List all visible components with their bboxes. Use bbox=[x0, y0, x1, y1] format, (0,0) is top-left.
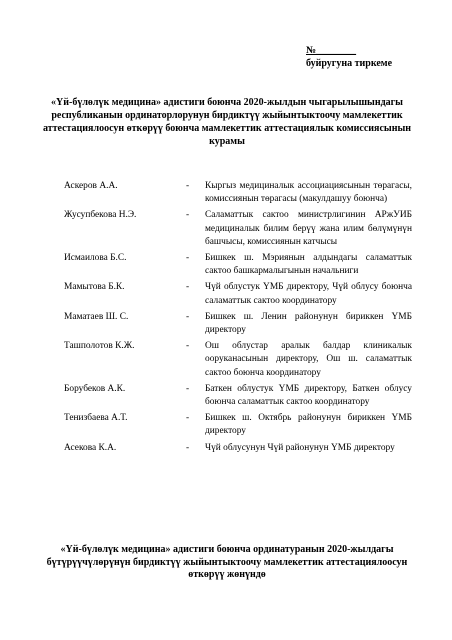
annex-block bbox=[306, 44, 392, 70]
member-row bbox=[56, 311, 412, 337]
member-row bbox=[56, 383, 412, 409]
member-name: Жусупбекова Н.Э. bbox=[64, 210, 137, 221]
member-name: Исмаилова Б.С. bbox=[64, 253, 127, 264]
member-dash: - bbox=[186, 442, 190, 453]
member-role: Чүй облусунун Чүй районунун ҮМБ директору bbox=[205, 442, 395, 453]
member-row bbox=[56, 442, 412, 455]
member-name: Аскеров А.А. bbox=[64, 181, 118, 191]
member-row bbox=[56, 340, 412, 380]
member-name: Борубеков А.К. bbox=[64, 383, 126, 394]
member-role: Бишкек ш. Октябрь районунун бириккен ҮМБ директору bbox=[205, 413, 412, 437]
member-role: Бишкек ш. Ленин районунун бириккен ҮМБ директору bbox=[205, 311, 412, 336]
order-title: «Үй-бүлөлүк медицина» адистиги боюнча ординатуранын 2020-жылдагы бүтүрүүчүлөрүнүн бирдиктүү жыйынтыктоочу мамлекеттик аттестациялоосун өткөрүү жөнүндө bbox=[46, 544, 408, 580]
member-dash: - bbox=[186, 413, 190, 424]
member-name: Мамытова Б.К. bbox=[64, 282, 125, 293]
member-dash: - bbox=[186, 341, 190, 352]
commission-title: «Үй-бүлөлүк медицина» адистиги боюнча 2020-жылдын чыгарылышындагы республиканын ординаторлорунун бирдиктүү жыйынтыктоочу мамлекеттик аттестациялоосун өткөрүү боюнча мамлекеттик аттестациялык комиссиясынын курамы bbox=[42, 97, 412, 147]
member-row bbox=[56, 209, 412, 249]
member-row bbox=[56, 180, 412, 206]
member-role: Баткен облустук ҮМБ директору, Баткен облусу боюнча саламаттык сактоо координатору bbox=[205, 383, 412, 408]
member-row bbox=[56, 281, 412, 307]
member-dash: - bbox=[186, 253, 190, 264]
member-name: Асекова К.А. bbox=[64, 442, 117, 453]
member-role: Чүй облустук ҮМБ директору, Чүй облусу боюнча саламаттык сактоо координатору bbox=[205, 282, 412, 306]
member-role: Бишкек ш. Мэриянын алдындагы саламаттык сактоо башкармалыгынын начальниги bbox=[205, 253, 412, 277]
member-role: Кыргыз медициналык ассоциациясынын төрагасы, комиссиянын төрагасы (макулдашуу боюнча) bbox=[205, 181, 412, 205]
member-role: Саламаттык сактоо министрлигинин АРжУИБ медициналык билим берүү жана илим бөлүмүнүн башчысы, комиссиянын катчысы bbox=[205, 210, 412, 247]
member-name: Маматаев Ш. С. bbox=[64, 311, 129, 322]
member-row bbox=[56, 412, 412, 438]
member-name: Ташполотов К.Ж. bbox=[64, 341, 135, 352]
member-dash: - bbox=[186, 311, 190, 322]
member-name: Тенизбаева А.Т. bbox=[64, 413, 128, 424]
annex-subtitle: буйругуна тиркеме bbox=[306, 58, 393, 69]
member-dash: - bbox=[186, 383, 190, 394]
members-list bbox=[56, 180, 412, 458]
member-dash: - bbox=[186, 282, 190, 293]
member-row bbox=[56, 252, 412, 278]
member-role: Ош облустар аралык балдар клиникалык ооруканасынын директору, Ош ш. саламаттык сактоо боюнча координатору bbox=[205, 341, 412, 378]
member-dash: - bbox=[186, 181, 190, 191]
member-dash: - bbox=[186, 210, 190, 221]
order-number-line: №________ bbox=[306, 45, 357, 56]
